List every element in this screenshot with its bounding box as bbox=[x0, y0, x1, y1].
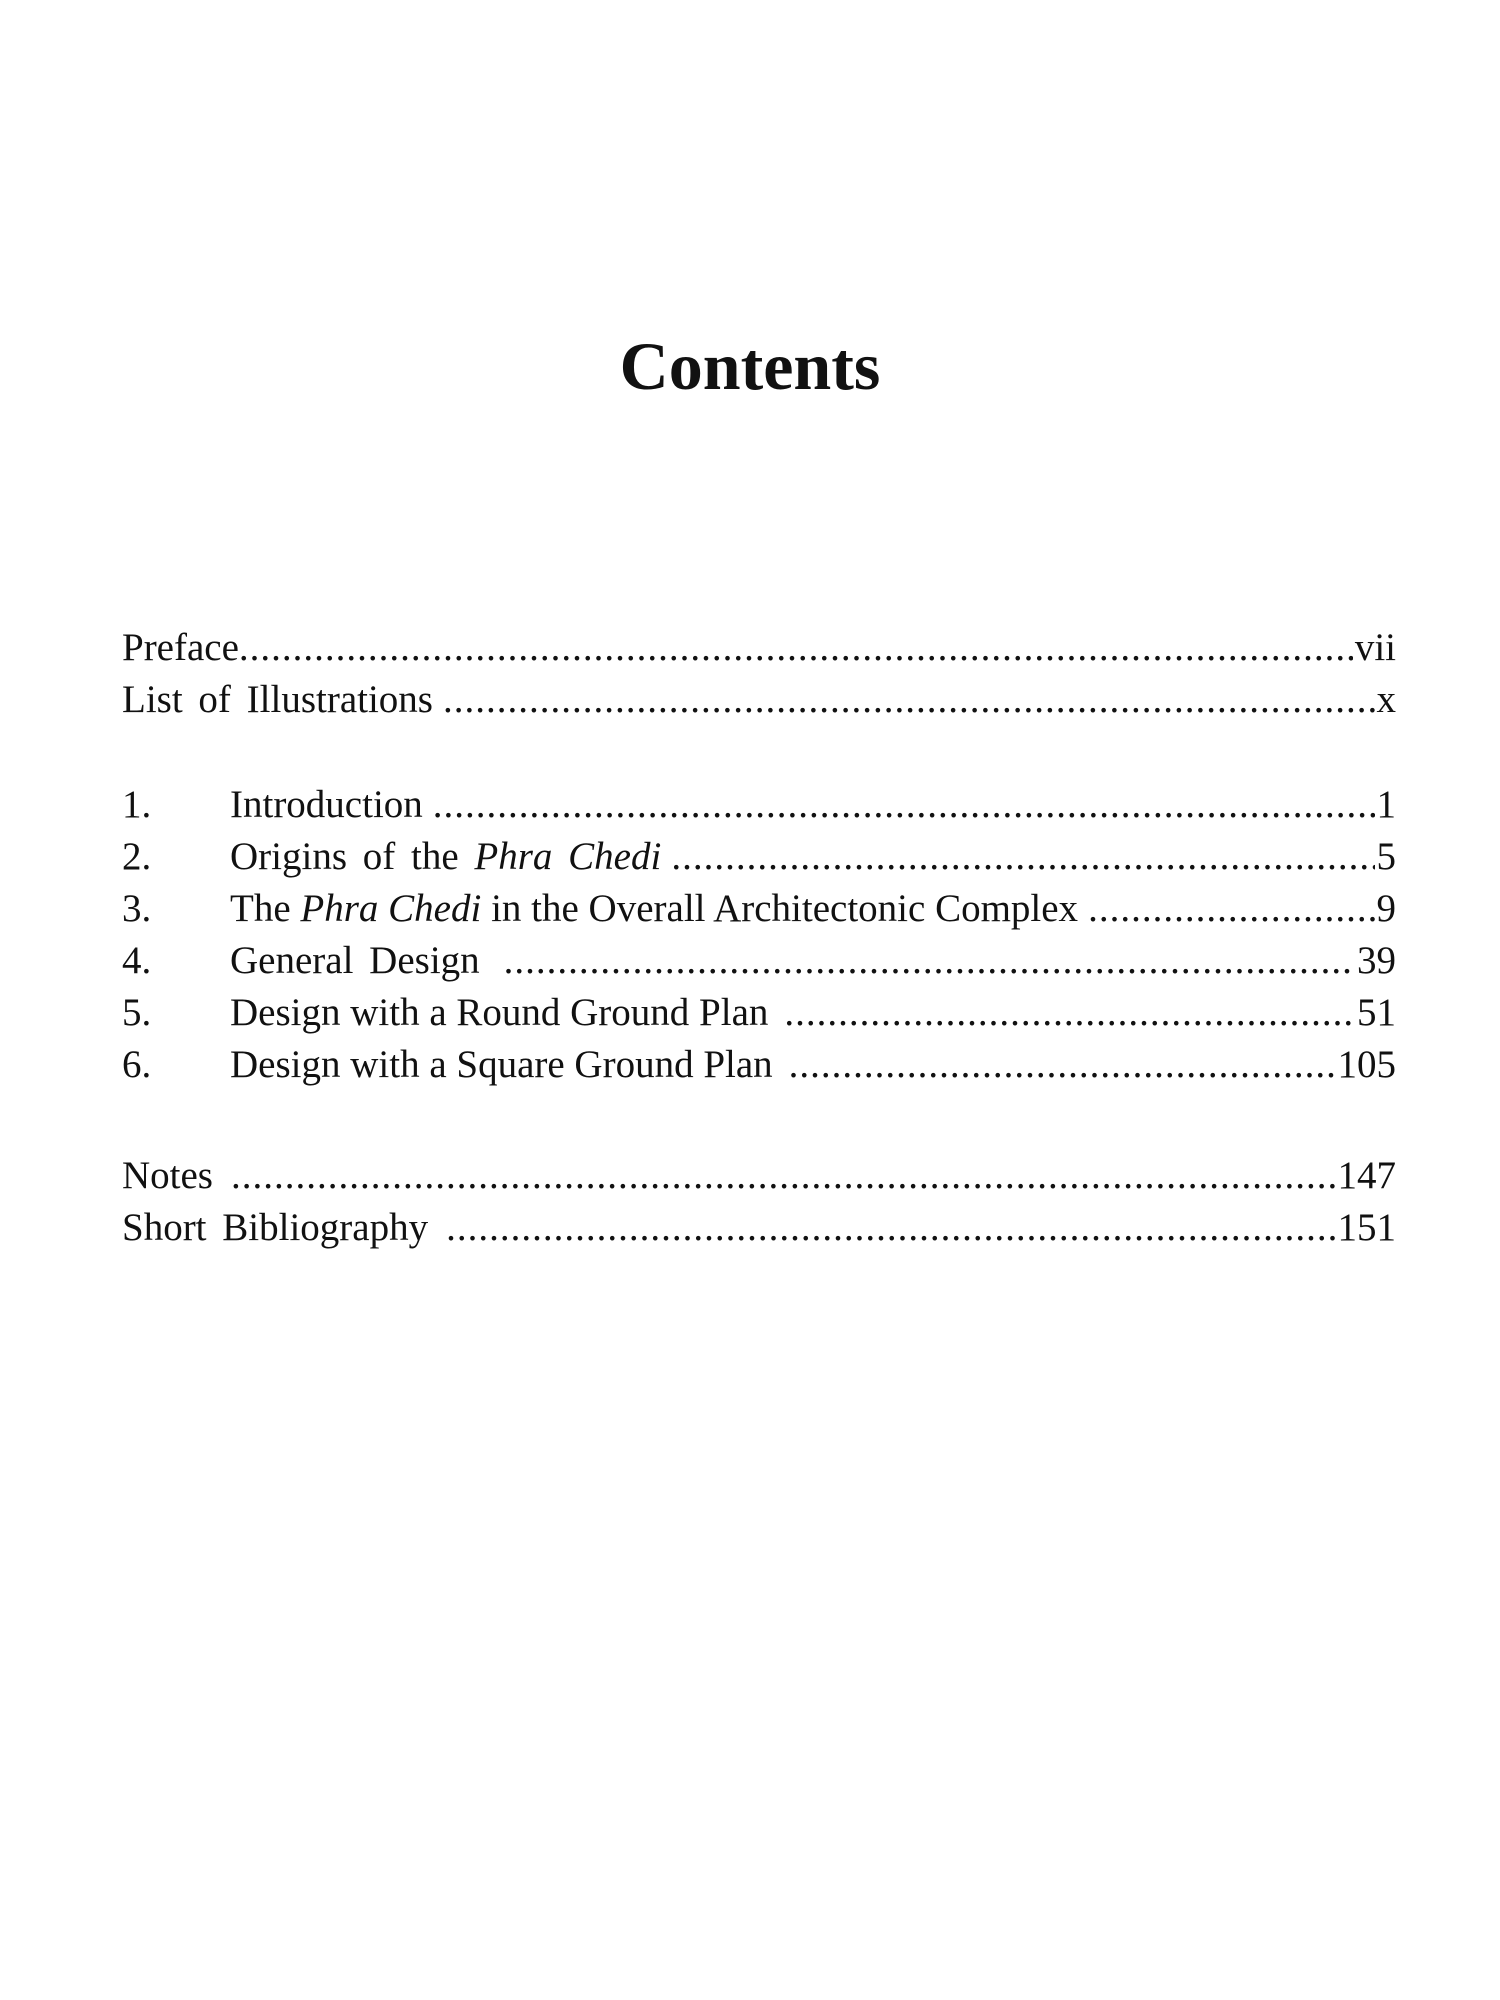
toc-leader-dots bbox=[784, 987, 1355, 1039]
toc-chapter-number: 4. bbox=[122, 939, 152, 982]
toc-chapter-number: 2. bbox=[122, 835, 152, 878]
toc-entry-page: vii bbox=[1354, 626, 1396, 669]
toc-entry-label: Notes bbox=[122, 1154, 213, 1197]
toc-entry-label: Preface bbox=[122, 626, 239, 669]
toc-label-text: Origins of the bbox=[230, 835, 475, 878]
toc-chapter-number: 6. bbox=[122, 1043, 152, 1086]
toc-label-text: The bbox=[230, 887, 301, 930]
toc-entry-preface bbox=[122, 622, 1396, 674]
toc-entry-page: 51 bbox=[1357, 991, 1396, 1034]
toc-chapter-number: 5. bbox=[122, 991, 152, 1034]
toc-label-italic: Phra Chedi bbox=[474, 835, 662, 878]
toc-leader-dots bbox=[789, 1039, 1336, 1091]
toc-entry-list-of-illustrations bbox=[122, 674, 1396, 726]
toc-entry-label bbox=[230, 883, 1088, 935]
toc-label-italic: Phra Chedi bbox=[300, 887, 482, 930]
toc-entry-chapter-1 bbox=[122, 779, 1396, 831]
toc-leader-dots bbox=[671, 831, 1374, 883]
toc-chapter-number: 1. bbox=[122, 783, 152, 826]
toc-entry-label bbox=[230, 831, 671, 883]
toc-entry-chapter-3 bbox=[122, 883, 1396, 935]
toc-label-text-after: in the Overall Architectonic Complex bbox=[481, 887, 1079, 930]
toc-leader-dots bbox=[504, 935, 1355, 987]
toc-entry-chapter-5 bbox=[122, 987, 1396, 1039]
toc-entry-label: Introduction bbox=[230, 783, 423, 826]
toc-chapter-number: 3. bbox=[122, 887, 152, 930]
page-title: Contents bbox=[619, 328, 881, 404]
toc-entry-page: 105 bbox=[1337, 1043, 1396, 1086]
toc-entry-page: 147 bbox=[1337, 1154, 1396, 1197]
toc-entry-label: Design with a Round Ground Plan bbox=[230, 991, 769, 1034]
toc-entry-label: List of Illustrations bbox=[122, 678, 433, 721]
toc-leader-dots bbox=[433, 779, 1375, 831]
toc-entry-label: General Design bbox=[230, 939, 480, 982]
toc-entry-page: 151 bbox=[1337, 1206, 1396, 1249]
toc-entry-page: 5 bbox=[1376, 835, 1396, 878]
toc-entry-short-bibliography bbox=[122, 1202, 1396, 1254]
toc-entry-label: Design with a Square Ground Plan bbox=[230, 1043, 773, 1086]
toc-entry-chapter-2 bbox=[122, 831, 1396, 883]
toc-leader-dots bbox=[443, 674, 1375, 726]
toc-entry-notes bbox=[122, 1150, 1396, 1202]
toc-leader-dots bbox=[446, 1202, 1335, 1254]
toc-entry-page: 9 bbox=[1376, 887, 1396, 930]
toc-leader-dots bbox=[239, 622, 1353, 674]
toc-entry-page: 39 bbox=[1357, 939, 1396, 982]
toc-entry-page: x bbox=[1376, 678, 1396, 721]
toc-entry-chapter-4 bbox=[122, 935, 1396, 987]
toc-leader-dots bbox=[1088, 883, 1374, 935]
table-of-contents bbox=[122, 0, 1396, 2000]
toc-leader-dots bbox=[231, 1150, 1336, 1202]
toc-entry-page: 1 bbox=[1376, 783, 1396, 826]
toc-entry-label: Short Bibliography bbox=[122, 1206, 429, 1249]
toc-entry-chapter-6 bbox=[122, 1039, 1396, 1091]
